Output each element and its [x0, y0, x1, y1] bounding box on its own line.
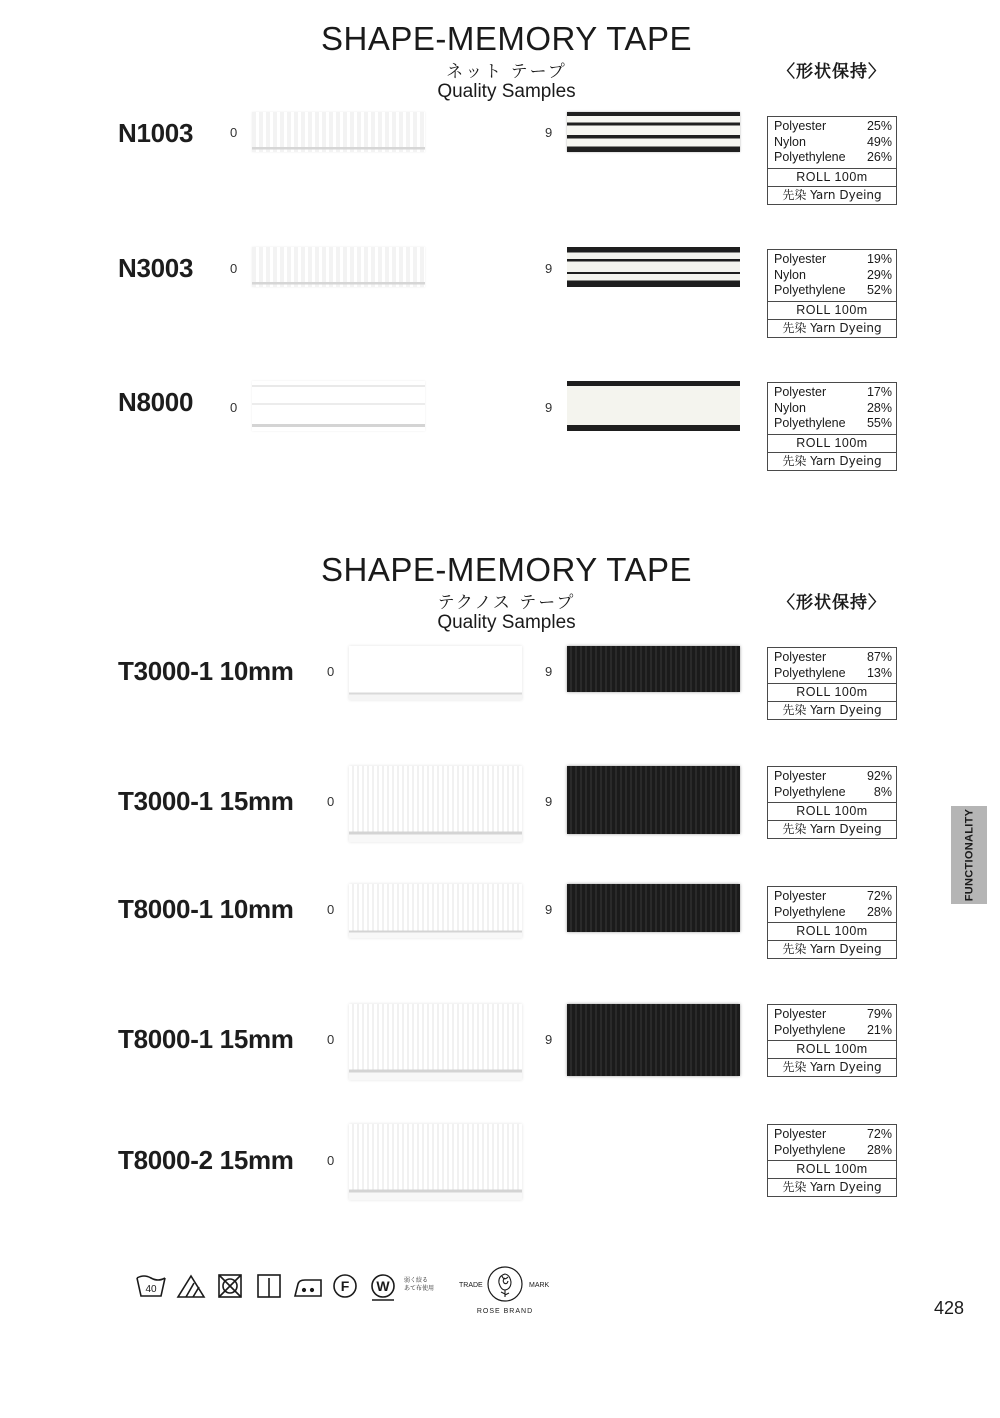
rose-icon [499, 1274, 511, 1297]
section1-subtitle-en: Quality Samples [437, 81, 576, 102]
spec-box [767, 249, 897, 338]
roll-length: ROLL 100m [768, 434, 896, 452]
spec-box [767, 1124, 897, 1197]
composition-row: Polyethylene 13% [774, 665, 892, 680]
section1-tag: 〈形状保持〉 [778, 62, 886, 82]
spec-box [767, 766, 897, 839]
section2-tag: 〈形状保持〉 [778, 593, 886, 613]
product-code: T8000-1 15mm [118, 1024, 294, 1054]
spec-box [767, 1004, 897, 1077]
composition-row: Polyester 92% [774, 769, 892, 783]
side-tab-label: FUNCTIONALITY [963, 808, 976, 902]
swatch-label: 9 [545, 664, 553, 679]
roll-length: ROLL 100m [768, 301, 896, 319]
spec-box [767, 647, 897, 720]
swatch-black [567, 766, 740, 834]
tumble-dry-prohibited-icon [219, 1275, 241, 1297]
swatch-label: 0 [230, 125, 238, 140]
composition-row: Nylon 49% [774, 134, 892, 149]
swatch-white [349, 646, 522, 700]
care-note [404, 1277, 434, 1293]
care-note-line2: あて布使用 [404, 1285, 435, 1292]
care-icons [135, 1272, 400, 1302]
section2-subtitle-en: Quality Samples [437, 612, 576, 633]
composition-row: Polyethylene 52% [774, 283, 892, 297]
composition-row: Polyethylene 55% [774, 416, 892, 430]
swatch-label: 0 [327, 902, 335, 917]
rose-brand-trademark [458, 1262, 553, 1318]
wash-temp-text: 40 [145, 1284, 157, 1295]
roll-length: ROLL 100m [768, 802, 896, 820]
composition-row: Polyester 79% [774, 1007, 892, 1021]
composition-row: Polyester 17% [774, 385, 892, 399]
swatch-label: 0 [327, 664, 335, 679]
dyeing-method: 先染 Yarn Dyeing [768, 940, 896, 958]
swatch-label: 0 [327, 1153, 335, 1168]
trademark-left-text: TRADE [459, 1282, 483, 1289]
product-code: T3000-1 10mm [118, 656, 294, 686]
spec-box [767, 116, 897, 205]
dyeing-method: 先染 Yarn Dyeing [768, 452, 896, 470]
composition-row: Polyester 19% [774, 252, 892, 266]
spec-box [767, 382, 897, 471]
roll-length: ROLL 100m [768, 1160, 896, 1178]
composition-row: Polyester 87% [774, 650, 892, 664]
swatch-white [349, 1124, 522, 1200]
iron-icon [295, 1280, 321, 1296]
product-code: T8000-1 10mm [118, 894, 294, 924]
swatch-label: 0 [230, 261, 238, 276]
composition-row: Nylon 29% [774, 267, 892, 282]
dryclean-f-icon [334, 1275, 356, 1297]
swatch-black [567, 247, 740, 287]
swatch-black [567, 1004, 740, 1076]
section1-title: SHAPE-MEMORY TAPE [321, 20, 692, 57]
wetclean-w-icon [372, 1275, 394, 1300]
swatch-black [567, 646, 740, 692]
product-code: N3003 [118, 253, 194, 283]
composition-row: Polyethylene 21% [774, 1022, 892, 1037]
product-code: T8000-2 15mm [118, 1145, 294, 1175]
dyeing-method: 先染 Yarn Dyeing [768, 1058, 896, 1076]
line-dry-icon [258, 1275, 280, 1297]
bleach-icon [178, 1276, 204, 1297]
section2-title: SHAPE-MEMORY TAPE [321, 551, 692, 588]
swatch-label: 9 [545, 261, 553, 276]
care-note-line1: 弱く絞る [404, 1277, 429, 1284]
swatch-black [567, 381, 740, 431]
page-number: 428 [934, 1298, 965, 1318]
product-code: N8000 [118, 387, 194, 417]
wash-40-icon [137, 1276, 165, 1296]
trademark-right-text: MARK [529, 1282, 550, 1289]
roll-length: ROLL 100m [768, 1040, 896, 1058]
composition-row: Polyethylene 8% [774, 784, 892, 799]
dryclean-f-text: F [340, 1278, 350, 1294]
composition-row: Polyester 25% [774, 119, 892, 133]
wetclean-w-text: W [376, 1278, 390, 1294]
composition-row: Polyethylene 26% [774, 150, 892, 164]
composition-row: Polyester 72% [774, 889, 892, 903]
composition-row: Polyester 72% [774, 1127, 892, 1141]
product-code: N1003 [118, 118, 194, 148]
dyeing-method: 先染 Yarn Dyeing [768, 820, 896, 838]
swatch-label: 0 [327, 1032, 335, 1047]
dyeing-method: 先染 Yarn Dyeing [768, 319, 896, 337]
section1-subtitle-jp: ネット テープ [446, 62, 567, 82]
swatch-label: 9 [545, 400, 553, 415]
swatch-label: 9 [545, 794, 553, 809]
swatch-label: 9 [545, 1032, 553, 1047]
swatch-white [349, 884, 522, 938]
swatch-white [349, 1004, 522, 1080]
composition-row: Polyethylene 28% [774, 1142, 892, 1157]
dyeing-method: 先染 Yarn Dyeing [768, 186, 896, 204]
product-code: T3000-1 15mm [118, 786, 294, 816]
swatch-white [349, 766, 522, 842]
swatch-black [567, 884, 740, 932]
roll-length: ROLL 100m [768, 168, 896, 186]
swatch-white [252, 247, 425, 287]
swatch-white [252, 112, 425, 152]
dyeing-method: 先染 Yarn Dyeing [768, 701, 896, 719]
swatch-label: 9 [545, 125, 553, 140]
roll-length: ROLL 100m [768, 922, 896, 940]
composition-row: Polyethylene 28% [774, 904, 892, 919]
section2-subtitle-jp: テクノス テープ [437, 593, 576, 613]
swatch-label: 0 [327, 794, 335, 809]
swatch-label: 9 [545, 902, 553, 917]
roll-length: ROLL 100m [768, 683, 896, 701]
composition-row: Nylon 28% [774, 400, 892, 415]
spec-box [767, 886, 897, 959]
swatch-white [252, 381, 425, 431]
dyeing-method: 先染 Yarn Dyeing [768, 1178, 896, 1196]
swatch-black [567, 112, 740, 152]
swatch-label: 0 [230, 400, 238, 415]
section-side-tab [951, 806, 987, 904]
trademark-bottom-text: ROSE BRAND [476, 1308, 534, 1315]
